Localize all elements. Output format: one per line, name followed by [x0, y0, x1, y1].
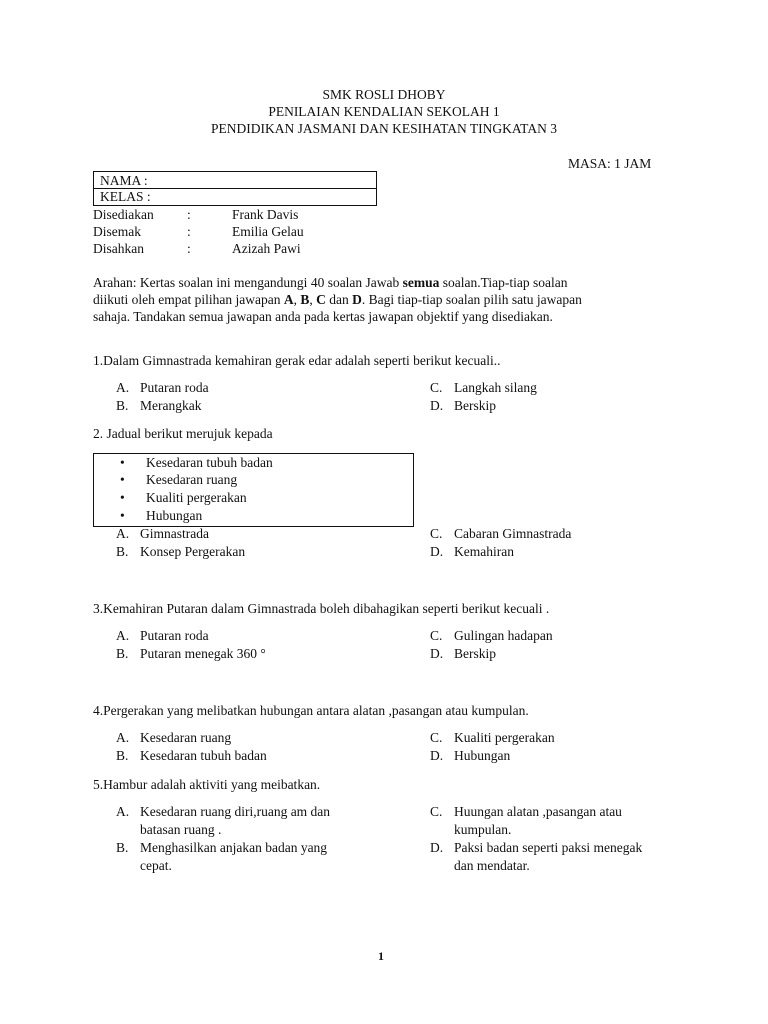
question-text: 4.Pergerakan yang melibatkan hubungan antara alatan ,pasangan atau kumpulan. — [93, 703, 529, 718]
option-c[interactable]: C. Gulingan hadapan — [430, 628, 553, 643]
bullet-item: • Kesedaran ruang — [120, 472, 238, 487]
option-b[interactable]: B. Konsep Pergerakan — [116, 544, 246, 559]
subject-title: PENDIDIKAN JASMANI DAN KESIHATAN TINGKATAN 3 — [211, 121, 557, 136]
option-c[interactable]: C. Huungan alatan ,pasangan atau — [430, 804, 622, 819]
name-label: NAMA : — [100, 173, 148, 188]
option-a[interactable]: A. Kesedaran ruang diri,ruang am dan — [116, 804, 331, 819]
page-number: 1 — [378, 949, 384, 963]
question-text: 2. Jadual berikut merujuk kepada — [93, 426, 273, 441]
bullet-item: • Hubungan — [120, 508, 203, 523]
staff-name: Azizah Pawi — [232, 241, 301, 256]
bullet-icon: • — [120, 508, 125, 523]
student-info-box — [93, 171, 377, 206]
question-text: 3.Kemahiran Putaran dalam Gimnastrada boleh dibahagikan seperti berikut kecuali . — [93, 601, 550, 616]
option-d-continued: dan mendatar. — [454, 858, 530, 873]
option-a[interactable]: A. Kesedaran ruang — [116, 730, 232, 745]
option-a[interactable]: A. Putaran roda — [116, 380, 209, 395]
option-a[interactable]: A. Gimnastrada — [116, 526, 209, 541]
question-text: 5.Hambur adalah aktiviti yang meibatkan. — [93, 777, 321, 792]
bullet-icon: • — [120, 455, 125, 470]
option-a[interactable]: A. Putaran roda — [116, 628, 209, 643]
option-d[interactable]: D. Berskip — [430, 646, 496, 661]
option-c[interactable]: C. Cabaran Gimnastrada — [430, 526, 572, 541]
option-d[interactable]: D. Kemahiran — [430, 544, 514, 559]
staff-role: Disahkan — [93, 241, 144, 256]
bullet-item: • Kualiti pergerakan — [120, 490, 247, 505]
option-d[interactable]: D. Hubungan — [430, 748, 511, 763]
exam-title: PENILAIAN KENDALIAN SEKOLAH 1 — [268, 104, 500, 119]
bullet-icon: • — [120, 490, 125, 505]
class-label: KELAS : — [100, 189, 151, 204]
school-name: SMK ROSLI DHOBY — [322, 87, 446, 102]
option-c[interactable]: C. Langkah silang — [430, 380, 537, 395]
staff-name: Frank Davis — [232, 207, 299, 222]
staff-role: Disemak — [93, 224, 141, 239]
option-a-continued: batasan ruang . — [140, 822, 222, 837]
staff-colon: : — [187, 207, 191, 222]
staff-name: Emilia Gelau — [232, 224, 304, 239]
staff-colon: : — [187, 224, 191, 239]
option-b-continued: cepat. — [140, 858, 172, 873]
instruction-line-1: Arahan: Kertas soalan ini mengandungi 40 soalan Jawab semua soalan.Tiap-tiap soalan — [93, 275, 568, 290]
option-d[interactable]: D. Berskip — [430, 398, 496, 413]
question-text: 1.Dalam Gimnastrada kemahiran gerak edar adalah seperti berikut kecuali.. — [93, 353, 501, 368]
option-b[interactable]: B. Kesedaran tubuh badan — [116, 748, 267, 763]
option-d[interactable]: D. Paksi badan seperti paksi menegak — [430, 840, 643, 855]
staff-colon: : — [187, 241, 191, 256]
staff-role: Disediakan — [93, 207, 154, 222]
option-b[interactable]: B. Merangkak — [116, 398, 202, 413]
option-b[interactable]: B. Menghasilkan anjakan badan yang — [116, 840, 328, 855]
instruction-line-2: diikuti oleh empat pilihan jawapan A, B, C dan D. Bagi tiap-tiap soalan pilih satu jawapan — [93, 292, 582, 307]
option-c[interactable]: C. Kualiti pergerakan — [430, 730, 555, 745]
bullet-item: • Kesedaran tubuh badan — [120, 455, 273, 470]
option-c-continued: kumpulan. — [454, 822, 512, 837]
instruction-line-3: sahaja. Tandakan semua jawapan anda pada kertas jawapan objektif yang disediakan. — [93, 309, 553, 324]
bullet-icon: • — [120, 472, 125, 487]
duration: MASA: 1 JAM — [568, 156, 652, 171]
option-b[interactable]: B. Putaran menegak 360 ° — [116, 646, 266, 661]
